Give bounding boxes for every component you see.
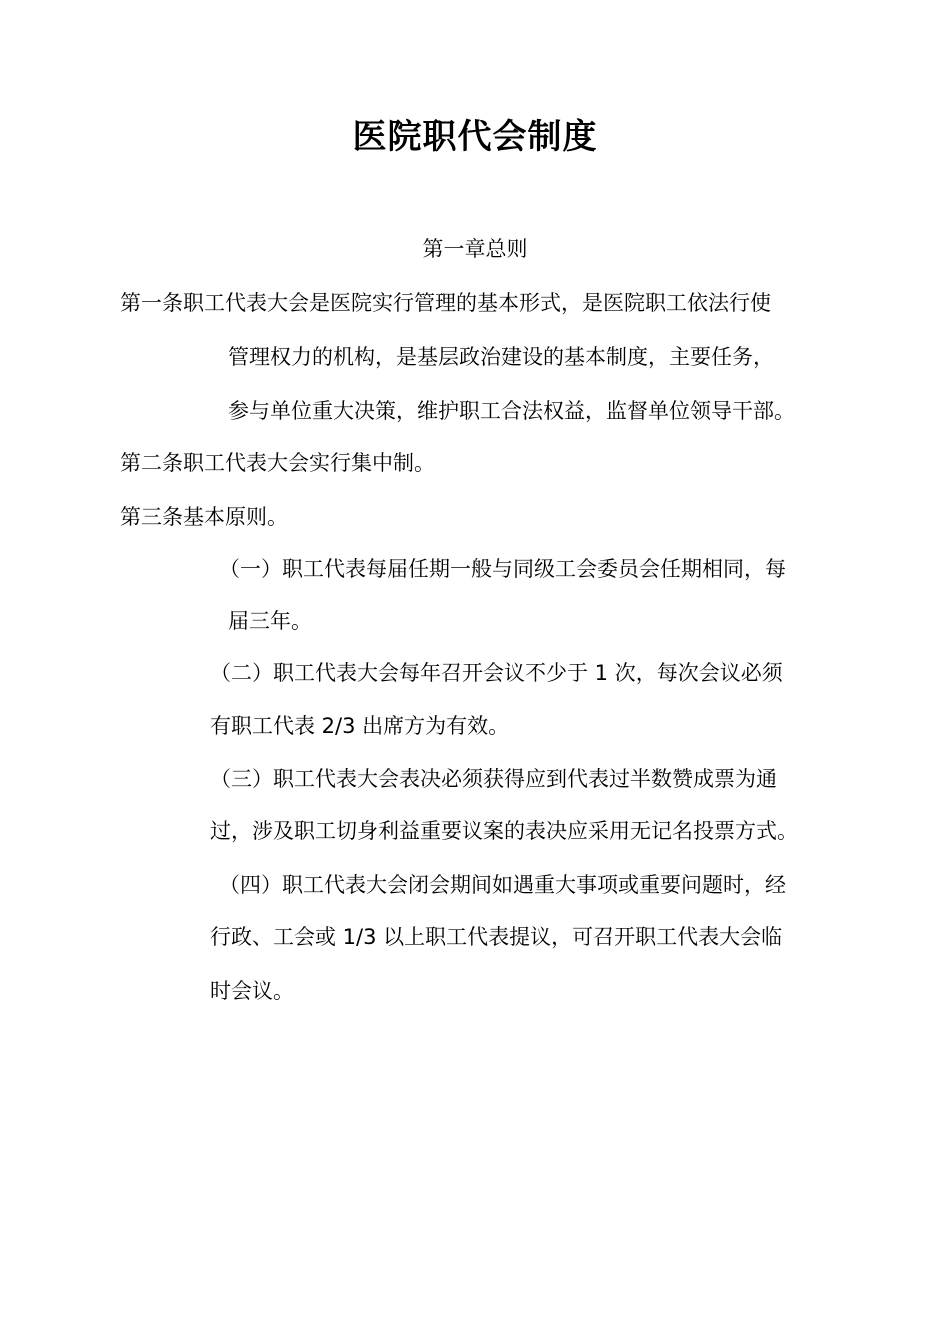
- article-1-line-3: 参与单位重大决策，维护职工合法权益，监督单位领导干部。: [228, 399, 795, 423]
- article-2: 第二条职工代表大会实行集中制。: [120, 451, 435, 475]
- article-1-line-1: 第一条职工代表大会是医院实行管理的基本形式，是医院职工依法行使: [120, 291, 771, 315]
- principle-1-line-1: （一）职工代表每届任期一般与同级工会委员会任期相同，每: [219, 557, 786, 581]
- principle-3-line-1: （三）职工代表大会表决必须获得应到代表过半数赞成票为通: [210, 767, 777, 791]
- principle-4-line-2: 行政、工会或 1/3 以上职工代表提议，可召开职工代表大会临: [210, 925, 783, 949]
- principle-4-line-1: （四）职工代表大会闭会期间如遇重大事项或重要问题时，经: [219, 873, 786, 897]
- principle-3-line-2: 过，涉及职工切身利益重要议案的表决应采用无记名投票方式。: [210, 819, 798, 843]
- article-3: 第三条基本原则。: [120, 505, 288, 529]
- principle-4-line-3: 时会议。: [210, 979, 294, 1003]
- article-1-line-2: 管理权力的机构，是基层政治建设的基本制度，主要任务，: [228, 345, 774, 369]
- principle-2-line-2: 有职工代表 2/3 出席方为有效。: [210, 714, 510, 738]
- principle-1-line-2: 届三年。: [228, 609, 312, 633]
- principle-2-line-1: （二）职工代表大会每年召开会议不少于 1 次，每次会议必须: [210, 661, 783, 685]
- chapter-heading: 第一章总则: [422, 237, 528, 261]
- document-title: 医院职代会制度: [352, 117, 598, 157]
